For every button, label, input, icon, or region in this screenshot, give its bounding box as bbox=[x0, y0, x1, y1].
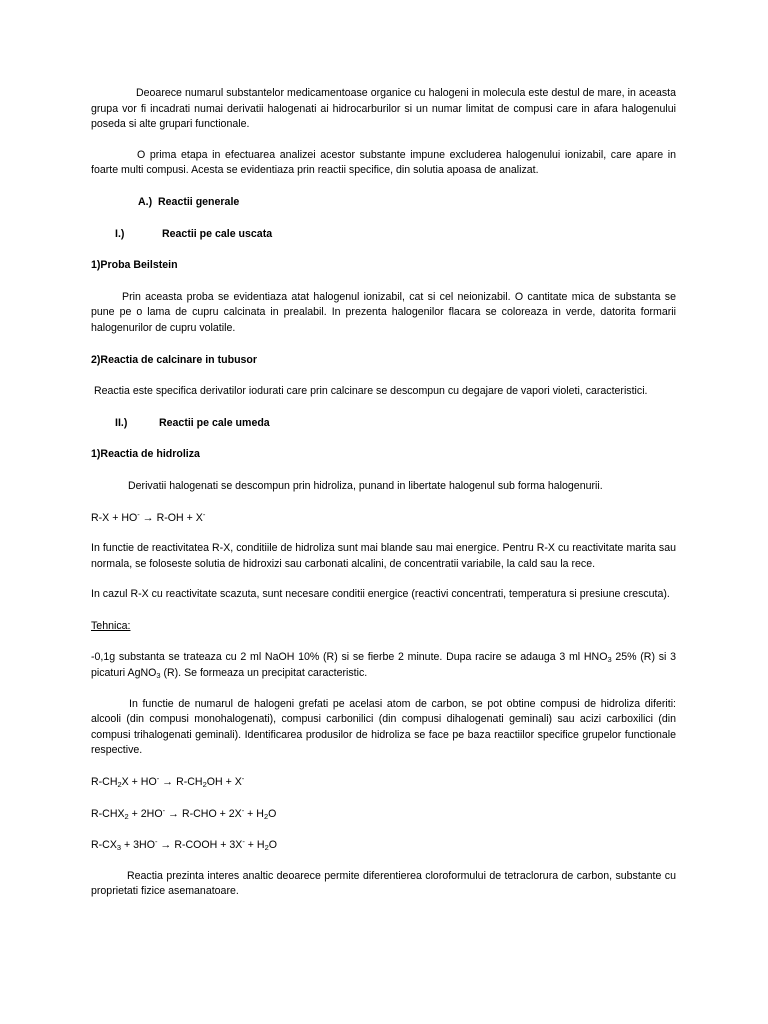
beilstein-paragraph: Prin aceasta proba se evidentiaza atat halogenul ionizabil, cat si cel neionizabil. O cantitate mica de substanta se pune pe o lama de cupru calcinata in prealabil. In prezenta halogenilor flacara se coloreaza in verde, datorita formarii halogenurilor de cupru volatile. bbox=[91, 290, 676, 334]
section-i-title: Reactii pe cale uscata bbox=[162, 227, 273, 240]
equation-dihalogenated: $R-CHX_2 + 2HO^- \to R-CHO + 2X^- + H_2O$ bbox=[91, 805, 277, 821]
section-a-title: Reactii generale bbox=[158, 195, 240, 208]
equation-monohalogenated: $R-CH_2X + HO^- \to R-CH_2OH + X^-$ bbox=[91, 774, 245, 790]
tehnica-paragraph-1: -0,1g substanta se trateaza cu 2 ml NaOH 10% (R) si se fierbe 2 minute. Dupa racire se adauga 3 ml $HNO_3$ 25% (R) si 3 picaturi AgNO$_3$ (R). Se formeaza un precipitat caracteristic. bbox=[91, 651, 676, 681]
hidroliza-heading: 1)Reactia de hidroliza bbox=[91, 448, 200, 461]
reaction-arrow-icon: → bbox=[160, 839, 172, 852]
section-ii-heading bbox=[91, 416, 676, 432]
tehnica-paragraph-2: In functie de numarul de halogeni grefati pe acelasi atom de carbon, se pot obtine compusi de hidroliza diferiti: alcooli (din compusi monohalogenati), compusi carbonilici (din compusi dihalogenati geminali) sau acizi carboxilici (din compusi trihalogenati geminali). Identificarea produsilor de hidroliza se face pe baza reactiilor specifice grupelor functionale respective. bbox=[91, 697, 676, 757]
calcinare-paragraph: Reactia este specifica derivatilor iodurati care prin calcinare se descompun cu degajare de vapori violeti, caracteristici. bbox=[94, 385, 648, 398]
hidroliza-paragraph-1: Derivatii halogenati se descompun prin hidroliza, punand in libertate halogenul sub forma halogenurii. bbox=[128, 479, 603, 492]
closing-paragraph: Reactia prezinta interes analtic deoarece permite diferentierea cloroformului de tetraclorura de carbon, substante cu proprietati fizice asemanatoare. bbox=[91, 869, 676, 898]
calcinare-heading: 2)Reactia de calcinare in tubusor bbox=[91, 353, 258, 366]
reaction-arrow-icon: → bbox=[168, 807, 180, 820]
document-page bbox=[91, 86, 676, 900]
reaction-arrow-icon: → bbox=[162, 776, 174, 789]
reaction-arrow-icon: → bbox=[142, 511, 154, 524]
equation-trihalogenated: $R-CX_3 + 3HO^-$ → R-COOH + $3X^- + H_2O$ bbox=[91, 837, 277, 853]
intro-paragraph-1: Deoarece numarul substantelor medicamentoase organice cu halogeni in molecula este destul de mare, in aceasta grupa vor fi incadrati numai derivatii halogenati ai hidrocarburilor si un numar limitat de compusi care in afara halogenului poseda si alte grupari functionale. bbox=[91, 87, 676, 131]
tehnica-heading: Tehnica: bbox=[91, 619, 131, 632]
hidroliza-paragraph-3: In cazul R-X cu reactivitate scazuta, sunt necesare conditii energice (reactivi concentrati, temperatura si presiune crescuta). bbox=[91, 588, 670, 601]
hidroliza-paragraph-2: In functie de reactivitatea R-X, conditiile de hidroliza sunt mai blande sau mai energice. Pentru R-X cu reactivitate marita sau normala, se foloseste solutia de hidroxizi sau carbonati alcalini, de concentratii variabile, la cald sau la rece. bbox=[91, 542, 676, 570]
section-a-heading bbox=[91, 195, 676, 211]
section-i-label: I.) bbox=[115, 227, 125, 240]
section-a-label: A.) bbox=[138, 195, 153, 208]
beilstein-heading: 1)Proba Beilstein bbox=[91, 259, 178, 272]
section-ii-title: Reactii pe cale umeda bbox=[159, 416, 270, 429]
equation-hydrolysis-general: R-X + HO- → R-OH + X- bbox=[91, 509, 206, 524]
section-i-heading bbox=[91, 227, 676, 243]
section-ii-label: II.) bbox=[115, 416, 128, 429]
intro-paragraph-2: O prima etapa in efectuarea analizei acestor substante impune excluderea halogenului ionizabil, care apare in foarte multi compusi. Acesta se evidentiaza prin reactii specifice, din solutia apoasa de analizat. bbox=[91, 148, 676, 177]
